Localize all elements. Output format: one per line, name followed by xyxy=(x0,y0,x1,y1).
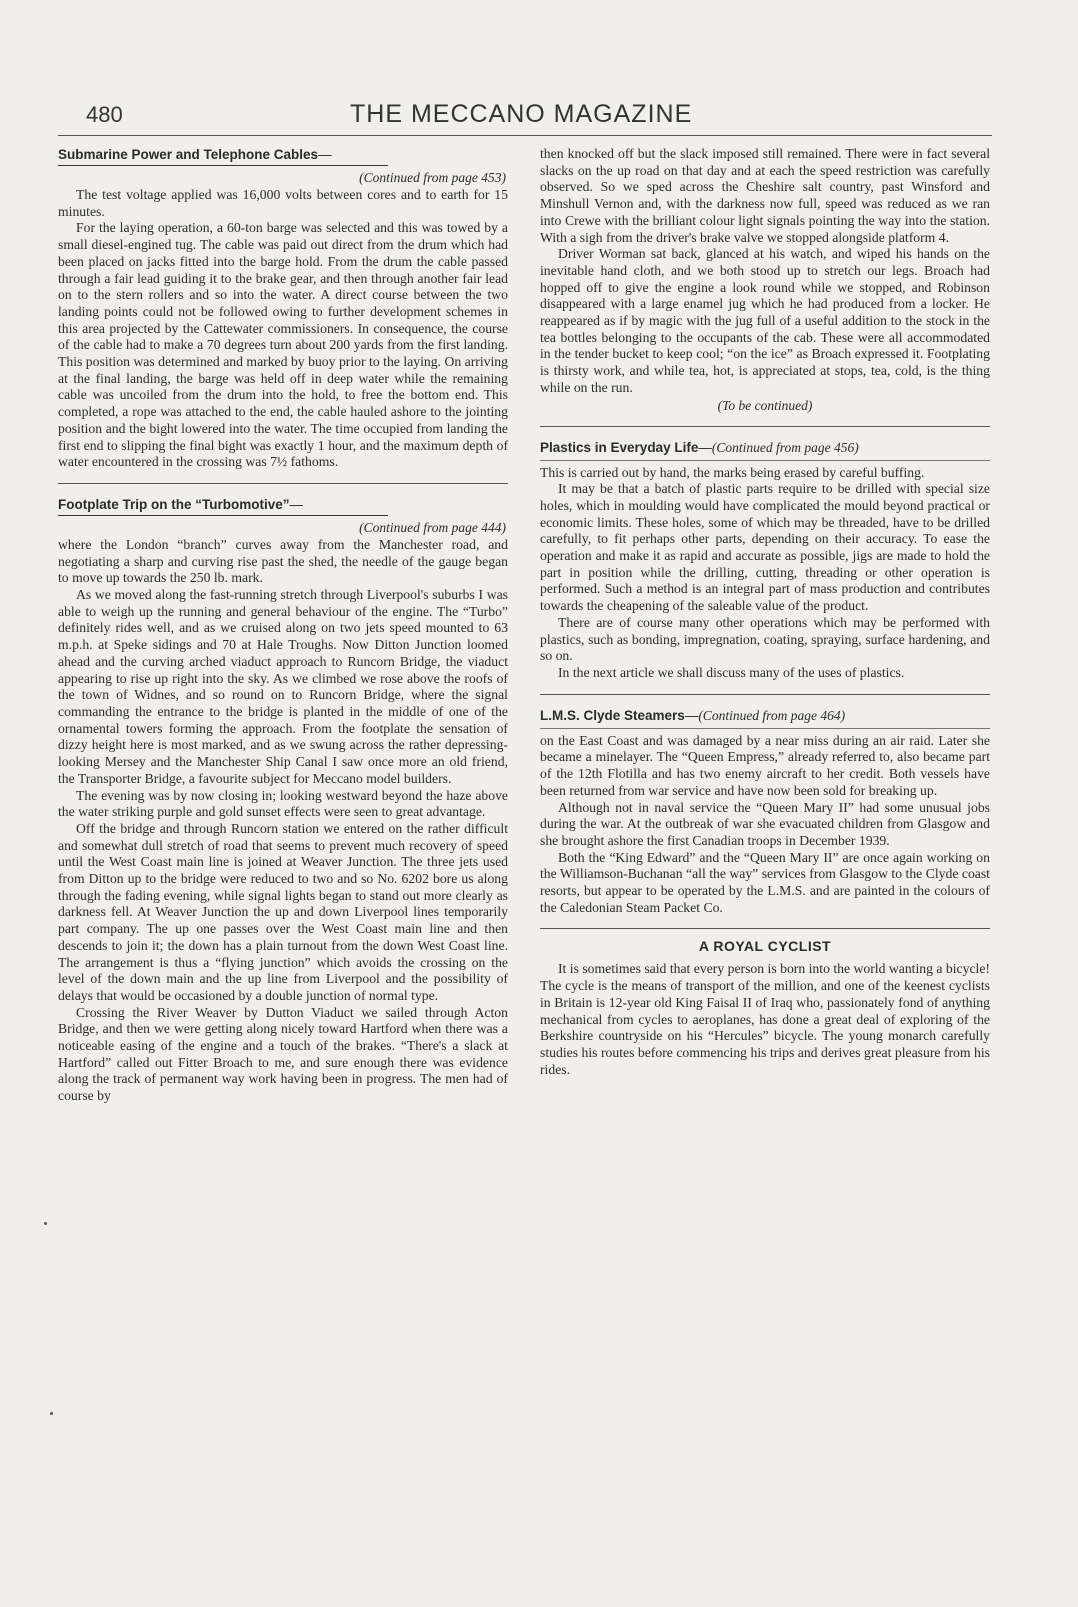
print-speck xyxy=(44,1222,47,1225)
paragraph: It may be that a batch of plastic parts require to be drilled with special size holes, which in moulding would have complicated the mould beyond practical or economic limits. These holes, some of which may be threaded, have to be drilled carefully, to fit perhaps other parts, depending on their accuracy. To ease the operation and make it as rapid and accurate as possible, jigs are made to hold the part in position while the drilling, cutting, threading or other operation is performed. Such a method is an integral part of mass production and contributes towards the cheapening of the saleable value of the product. xyxy=(540,481,990,614)
article-title: Footplate Trip on the “Turbomotive”— xyxy=(58,496,303,512)
title-underline xyxy=(58,515,388,516)
magazine-title: THE MECCANO MAGAZINE xyxy=(350,100,693,128)
section-divider xyxy=(540,928,990,929)
title-underline xyxy=(58,165,388,166)
article-plastics xyxy=(540,439,990,682)
paragraph: where the London “branch” curves away from the Manchester road, and negotiating a sharp and curving rise past the shed, the needle of the gauge began to move up towards the 250 lb. mark. xyxy=(58,536,508,586)
continued-note: (Continued from page 464) xyxy=(698,707,846,723)
paragraph: Crossing the River Weaver by Dutton Viaduct we sailed through Acton Bridge, and then we were getting along nicely toward Hartford when there was a noticeable easing of the engine and a touch of the brakes. “There's a slack at Hartford” called out Fitter Broach to me, and sure enough there was evidence along the track of permanent way work having been in progress. The men had of course by xyxy=(58,1004,508,1104)
paragraph: The test voltage applied was 16,000 volts between cores and to earth for 15 minutes. xyxy=(58,187,508,219)
paragraph: In the next article we shall discuss many of the uses of plastics. xyxy=(558,664,905,680)
continued-note: (Continued from page 456) xyxy=(711,439,859,455)
paragraph: Driver Worman sat back, glanced at his watch, and wiped his hands on the inevitable hand cloth, and we both stood up to stretch our legs. Broach had hopped off to give the engine a look round while we stopped, and Robinson disappeared with a large enamel jug which he had produced from a locker. He reappeared as if by magic with the jug full of a useful addition to the stock in the tea bottles belonging to the occupants of the cab. These were all accommodated in the tender bucket to keep cool; “on the ice” as Broach expressed it. Footplating is thirsty work, and while tea, hot, is appreciated at stops, tea, cold, is the thing while on the run. xyxy=(540,246,990,395)
header-rule xyxy=(58,135,992,136)
article-footplate xyxy=(58,496,508,1105)
paragraph: The evening was by now closing in; looking westward beyond the haze above the water striking purple and gold sunset effects were seen to great advantage. xyxy=(58,787,508,820)
paragraph: then knocked off but the slack imposed still remained. There were in fact several slacks on the up road on that day and at each the speed restriction was carefully observed. So we sped across the Cheshire salt country, past Winsford and Minshull Vernon and, with the darkness now full, speed was reduced as we ran into Crewe with the brilliant colour light signals pointing the way into the station. With a sigh from the driver's brake valve we stopped alongside platform 4. xyxy=(540,146,990,245)
paragraph: There are of course many other operations which may be performed with plastics, such as bonding, impregnation, coating, spraying, surface hardening, and so on. xyxy=(540,614,990,664)
paragraph: Off the bridge and through Runcorn station we entered on the rather difficult and somewhat dull stretch of road that seems to prevent much recovery of speed until the West Coast main line is joined at Weaver Junction. The three jets used from Ditton up to the bridge were reduced to two and so No. 6202 bore us along through the fading evening, while signal lights began to stand out more clearly as darkness fell. At Weaver Junction the up and down Liverpool lines temporarily part company. The up one passes over the West Coast main line and then descends to join it; the down has a plain turnout from the down West Coast line. The arrangement is thus a “flying junction” which avoids the crossing on the level of the down main and the up line from Liverpool and the possibility of delays that would be occasioned by a double junction of normal type. xyxy=(58,820,508,1003)
section-divider xyxy=(540,426,990,427)
title-underline xyxy=(540,728,990,729)
article-title: L.M.S. Clyde Steamers—(Continued from page 464) xyxy=(540,707,846,723)
article-title: Submarine Power and Telephone Cables— xyxy=(58,147,332,162)
article-title: A ROYAL CYCLIST xyxy=(698,938,832,955)
article-royal-cyclist xyxy=(540,937,990,1078)
left-column xyxy=(58,146,508,1105)
article-title: Plastics in Everyday Life—(Continued from page 456) xyxy=(540,439,859,455)
article-footplate-continued xyxy=(540,146,990,414)
article-submarine xyxy=(58,146,508,471)
title-underline xyxy=(540,460,990,461)
paragraph: As we moved along the fast-running stretch through Liverpool's suburbs I was able to weigh up the running and general behaviour of the engine. The “Turbo” definitely rides well, and as we cruised along on two jets speed mounted to 63 m.p.h. at Speke sidings and 70 at Hale Troughs. Now Ditton Junction loomed ahead and the curving arched viaduct approach to Runcorn Bridge, the viaduct appearing to rise up right into the sky. As we climbed we rose above the roofs of the town of Widnes, and so round on to Runcorn Bridge, where the signal commanding the entrance to the bridge is planted in the middle of one of the ornamental towers forming the approach. From the footplate the sensation of dizzy height here is most marked, and as we swung across the rather depressing-looking Mersey and the Manchester Ship Canal I saw once more an old friend, the Transporter Bridge, a favourite subject for Meccano model builders. xyxy=(58,587,508,786)
paragraph: Both the “King Edward” and the “Queen Mary II” are once again working on the Williamson-Buchanan “all the way” services from Glasgow to the Clyde coast resorts, but appear to be operated by the L.M.S. and are painted in the colours of the Caledonian Steam Packet Co. xyxy=(540,849,990,915)
paragraph: Although not in naval service the “Queen Mary II” had some unusual jobs during the war. At the outbreak of war she evacuated children from Glasgow and she brought ashore the first Canadian troops in December 1939. xyxy=(540,799,990,848)
paragraph: on the East Coast and was damaged by a near miss during an air raid. Later she became a minelayer. The “Queen Empress,” already referred to, also became part of the 12th Flotilla and has two enemy aircraft to her credit. Both vessels have been returned from war service and have now been sold for breaking up. xyxy=(540,732,990,798)
print-speck xyxy=(50,1412,53,1415)
paragraph: For the laying operation, a 60-ton barge was selected and this was towed by a small diesel-engined tug. The cable was paid out direct from the drum which had been placed on jacks fitted into the barge hold. From the drum the cable passed through a fair lead guiding it to the brake gear, and then through another fair lead on to the stern rollers and so into the water. A direct course between the two landing points could not be followed owing to further development schemes in this area projected by the Cattewater commissioners. In consequence, the course of the cable had to make a 70 degrees turn about 200 yards from the first landing. This position was determined and marked by buoy prior to the laying. On arriving at the final landing, the barge was held off in deep water while the remaining cable was uncoiled from the drum into the hold, to free the bottom end. This completed, a rope was attached to the end, the cable hauled ashore to the jointing position and the bight lowered into the water. The time occupied from landing the first end to slipping the final bight was exactly 1 hour, and the maximum depth of water encountered in the crossing was 7½ fathoms. xyxy=(58,220,508,470)
section-divider xyxy=(540,694,990,695)
to-be-continued: (To be continued) xyxy=(717,397,813,413)
page-number: 480 xyxy=(86,102,123,127)
continued-note: (Continued from page 453) xyxy=(359,170,506,185)
paragraph: It is sometimes said that every person is born into the world wanting a bicycle! The cycle is the means of transport of the million, and one of the keenest cyclists in Britain is 12-year old King Faisal II of Iraq who, passionately fond of anything mechanical from cycles to aeroplanes, has done a great deal of exploring of the Berkshire countryside on his “Hercules” bicycle. The young monarch carefully studies his routes before commencing his trips and derives great pleasure from his rides. xyxy=(540,961,990,1077)
continued-note: (Continued from page 444) xyxy=(359,519,506,535)
article-clyde xyxy=(540,707,990,917)
paragraph: This is carried out by hand, the marks being erased by careful buffing. xyxy=(540,464,925,480)
section-divider xyxy=(58,483,508,484)
right-column xyxy=(540,146,990,1078)
